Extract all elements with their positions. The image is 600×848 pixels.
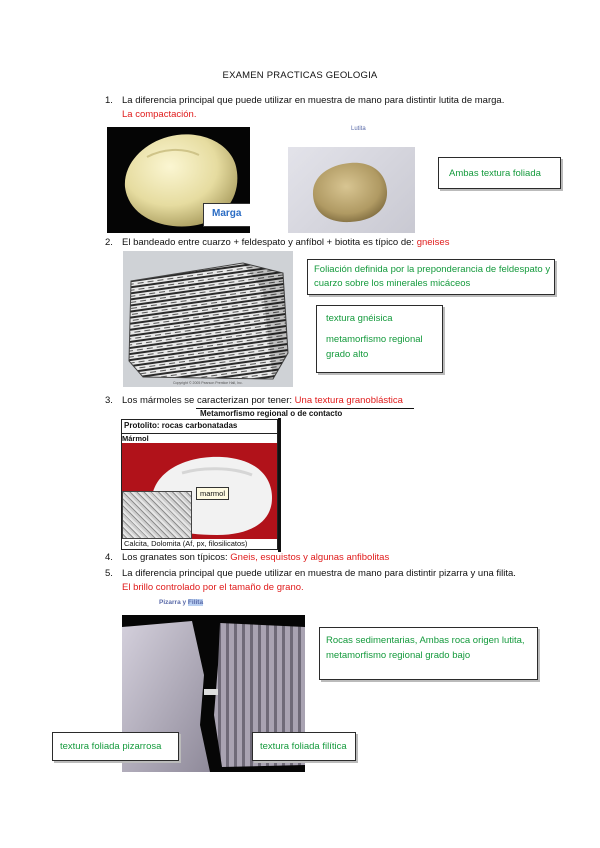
question-number: 4. xyxy=(105,552,113,563)
texture-label: textura gnéisica xyxy=(326,313,393,324)
question-text: Los granates son típicos: xyxy=(122,552,228,563)
question-text: Los mármoles se caracterizan por tener: xyxy=(122,395,293,406)
metamorphism-label: metamorfismo regional grado alto xyxy=(326,334,423,360)
q5-phyllite-texture-box: textura foliada filítica xyxy=(252,732,356,761)
gneiss-rock-icon xyxy=(123,251,293,387)
marga-photo xyxy=(107,127,250,233)
question-answer: La compactación. xyxy=(122,109,197,120)
marble-tag: marmol xyxy=(196,487,229,500)
slate-caption xyxy=(159,599,203,606)
composition-label: Calcita, Dolomita (Af, px, filosilicatos) xyxy=(124,539,248,548)
q5-origin-box: Rocas sedimentarias, Ambas roca origen lutita, metamorfismo regional grado bajo xyxy=(319,627,538,680)
lutita-photo xyxy=(288,147,415,233)
question-answer: El brillo controlado por el tamaño de grano. xyxy=(122,582,304,593)
question-text: La diferencia principal que puede utilizar en muestra de mano para distintir pizarra y una filita. xyxy=(122,568,516,579)
q5-slate-texture-box: textura foliada pizarrosa xyxy=(52,732,179,761)
lutita-caption: Lutita xyxy=(351,126,366,132)
protolith-label: Protolito: rocas carbonatadas xyxy=(124,421,238,430)
question-answer: Gneis, esquistos y algunas anfibolitas xyxy=(230,552,390,563)
marble-closeup xyxy=(122,491,192,539)
question-number: 5. xyxy=(105,568,113,579)
q2-foliation-box: Foliación definida por la preponderancia de feldespato y cuarzo sobre los minerales micáceos xyxy=(307,259,555,295)
metamorphism-header: Metamorfismo regional o de contacto xyxy=(200,409,343,418)
lutita-rock-icon xyxy=(288,147,415,233)
slate-caption-b: Filita xyxy=(187,599,204,606)
gneiss-photo xyxy=(123,251,293,387)
question-number: 3. xyxy=(105,395,113,406)
q1-answer-box: Ambas textura foliada xyxy=(438,157,561,189)
question-number: 1. xyxy=(105,95,113,106)
question-number: 2. xyxy=(105,237,113,248)
marble-title: Mármol xyxy=(122,434,149,443)
question-text: El bandeado entre cuarzo + feldespato y anfíbol + biotita es típico de: xyxy=(122,237,415,248)
marble-slide xyxy=(121,419,278,550)
document-title: EXAMEN PRACTICAS GEOLOGIA xyxy=(222,70,378,81)
question-text: La diferencia principal que puede utilizar en muestra de mano para distintir lutita de marga. xyxy=(122,95,505,106)
q2-texture-box xyxy=(316,305,443,373)
slate-caption-a: Pizarra y xyxy=(159,599,187,606)
copyright-note: Copyright © 2005 Pearson Prentice Hall, Inc. xyxy=(173,381,243,385)
slide-divider xyxy=(278,418,281,552)
question-answer: gneises xyxy=(416,237,450,248)
marga-label: Marga xyxy=(203,203,250,227)
question-answer: Una textura granoblástica xyxy=(294,395,403,406)
marble-photo xyxy=(122,443,278,539)
